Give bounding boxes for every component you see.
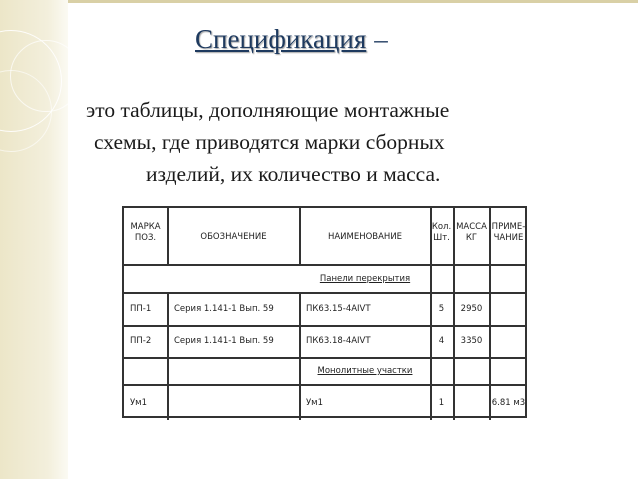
header-mark: МАРКА ПОЗ. [130,222,161,243]
table-rule [124,264,525,266]
cell-designation: Серия 1.141-1 Вып. 59 [174,336,274,346]
decorative-side-band [0,0,68,479]
table-rule [124,384,525,386]
paragraph-line: это таблицы, дополняющие монтажные [86,98,450,122]
paragraph-line: изделий, их количество и масса. [146,162,441,186]
cell-name: ПК63.15-4АIVТ [306,304,371,314]
table-rule [124,357,525,359]
paragraph-line: схемы, где приводятся марки сборных [94,130,445,154]
title-dash: – [374,24,388,54]
table-rule [299,292,301,420]
cell-mark: ПП-1 [130,304,152,314]
cell-mass: 2950 [460,304,483,314]
specification-table [122,206,527,418]
header-mass: МАССА КГ [456,222,487,243]
table-rule [124,292,525,294]
cell-designation: Серия 1.141-1 Вып. 59 [174,304,274,314]
header-note: ПРИМЕ- ЧАНИЕ [491,222,526,243]
table-rule [124,325,525,327]
slide-title [195,24,388,55]
cell-qty: 5 [438,304,445,314]
cell-qty: 1 [438,398,445,408]
header-designation: ОБОЗНАЧЕНИЕ [200,232,267,242]
header-name: НАИМЕНОВАНИЕ [327,232,403,242]
cell-note: 6.81 м3 [491,398,526,408]
cell-mark: ПП-2 [130,336,152,346]
section-heading: Панели перекрытия [319,274,411,284]
cell-mark: Ум1 [130,398,147,408]
cell-name: ПК63.18-4АIVТ [306,336,371,346]
cell-mass: 3350 [460,336,483,346]
cell-qty: 4 [438,336,445,346]
section-heading: Монолитные участки [317,366,413,376]
top-divider [68,0,638,3]
header-qty: Кол. Шт. [431,222,452,243]
table-rule [167,292,169,420]
cell-name: Ум1 [306,398,323,408]
definition-paragraph [80,94,600,190]
title-term: Спецификация [195,24,367,54]
